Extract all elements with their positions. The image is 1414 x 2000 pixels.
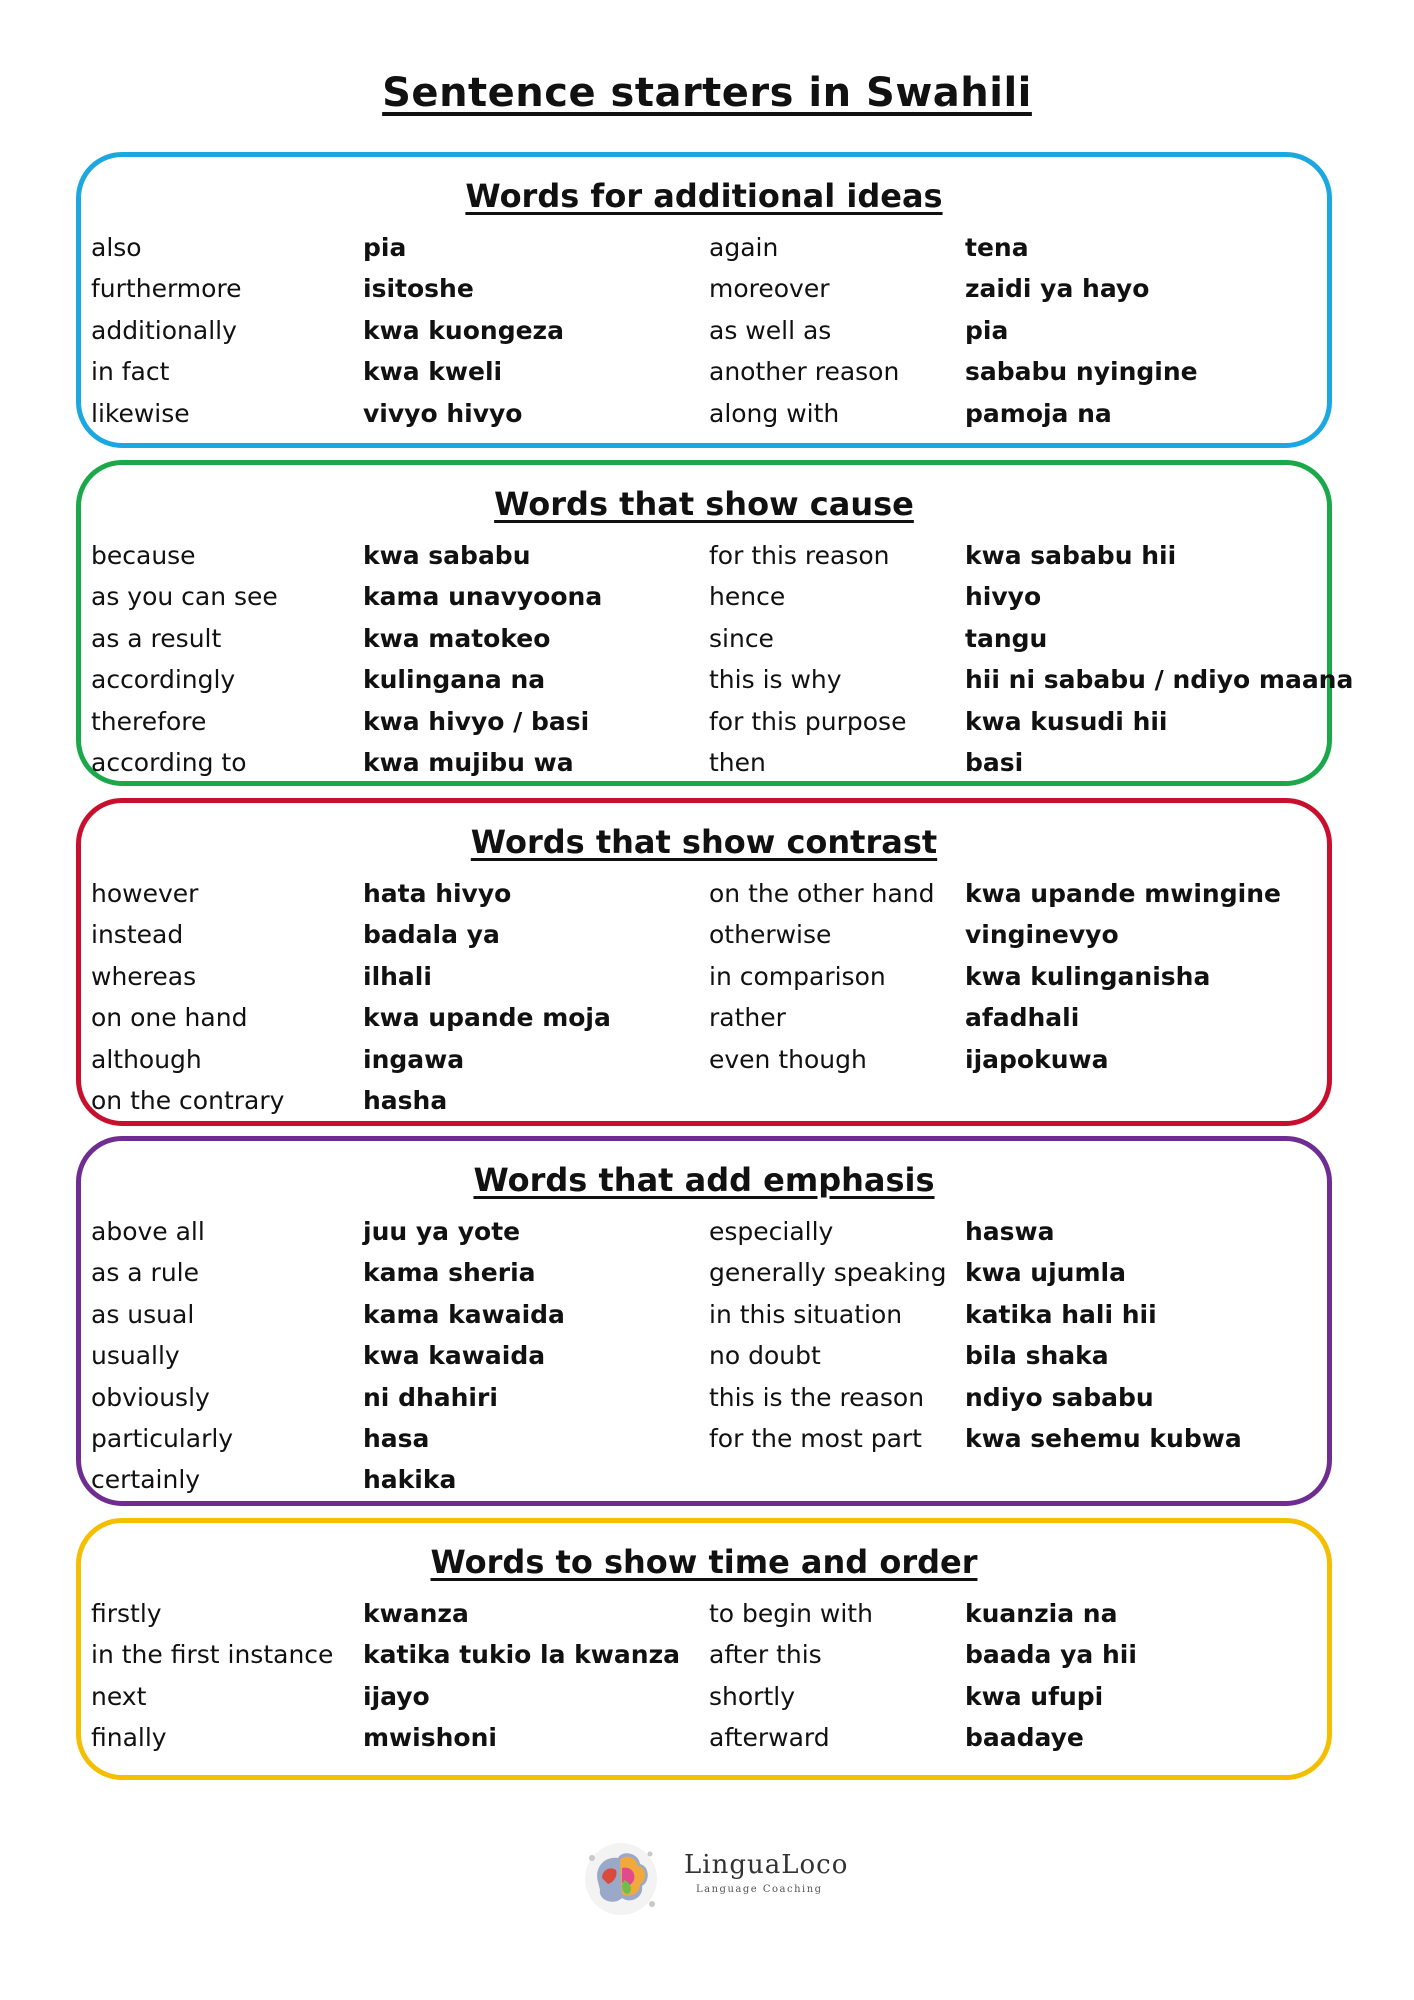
english-term: as well as <box>709 315 832 345</box>
english-term: hence <box>709 582 786 612</box>
swahili-term: ni dhahiri <box>363 1382 498 1412</box>
swahili-term: hakika <box>363 1465 457 1495</box>
english-term: furthermore <box>91 274 242 304</box>
english-term: for this purpose <box>709 706 907 736</box>
swahili-term: tangu <box>965 623 1048 653</box>
english-term: since <box>709 623 774 653</box>
swahili-term: kama sheria <box>363 1258 536 1288</box>
swahili-term: vivyo hivyo <box>363 398 523 428</box>
word-row <box>91 1039 1317 1080</box>
swahili-term: kwa sababu <box>363 541 531 570</box>
section-time-order <box>76 1518 1332 1780</box>
english-term: another reason <box>709 357 900 387</box>
word-row <box>91 1080 1317 1121</box>
swahili-term: kwanza <box>363 1599 469 1628</box>
english-term: on the contrary <box>91 1085 285 1115</box>
section-title: Words for additional ideas <box>465 177 943 215</box>
section-cause <box>76 460 1354 786</box>
word-row <box>91 1459 1317 1500</box>
word-row <box>91 1252 1317 1293</box>
word-list <box>91 873 1317 1121</box>
swahili-term: katika tukio la kwanza <box>363 1640 680 1670</box>
swahili-term: badala ya <box>363 920 500 950</box>
swahili-term: ilhali <box>363 961 432 991</box>
english-term: shortly <box>709 1681 795 1711</box>
word-row <box>91 873 1317 914</box>
english-term: particularly <box>91 1423 234 1453</box>
english-term: moreover <box>709 274 830 304</box>
word-row <box>91 997 1317 1038</box>
swahili-term: kuanzia na <box>965 1599 1118 1628</box>
english-term: because <box>91 541 196 570</box>
english-term: however <box>91 879 199 908</box>
english-term: in comparison <box>709 961 886 991</box>
swahili-term: basi <box>965 747 1024 777</box>
word-list <box>91 227 1317 434</box>
swahili-term: isitoshe <box>363 274 474 304</box>
swahili-term: kwa upande mwingine <box>965 879 1281 908</box>
swahili-term: bila shaka <box>965 1341 1109 1371</box>
word-list <box>91 1211 1317 1501</box>
english-term: in the first instance <box>91 1640 334 1670</box>
word-row <box>91 1676 1317 1717</box>
english-term: likewise <box>91 398 190 428</box>
swahili-term: sababu nyingine <box>965 357 1198 387</box>
logo-tagline: Language Coaching <box>696 1884 823 1895</box>
english-term: after this <box>709 1640 822 1670</box>
section-title: Words that show cause <box>494 485 914 523</box>
swahili-term: kwa kusudi hii <box>965 706 1168 736</box>
lingualoco-logo <box>580 1838 880 1918</box>
swahili-term: hii ni sababu / ndiyo maana <box>965 665 1354 695</box>
swahili-term: kwa sehemu kubwa <box>965 1423 1242 1453</box>
word-row <box>91 268 1317 309</box>
english-term: even though <box>709 1044 867 1074</box>
word-row <box>91 1593 1317 1634</box>
english-term: for this reason <box>709 541 890 570</box>
brain-logo-icon <box>580 1838 662 1920</box>
english-term: additionally <box>91 315 237 345</box>
swahili-term: pia <box>363 233 407 262</box>
swahili-term: katika hali hii <box>965 1299 1157 1329</box>
english-term: above all <box>91 1217 205 1246</box>
section-contrast <box>76 798 1332 1126</box>
word-row <box>91 1294 1317 1335</box>
english-term: obviously <box>91 1382 210 1412</box>
logo-name: LinguaLoco <box>684 1850 849 1880</box>
english-term: firstly <box>91 1599 162 1628</box>
page-title: Sentence starters in Swahili <box>382 70 1032 116</box>
english-term: as usual <box>91 1299 195 1329</box>
english-term: next <box>91 1681 147 1711</box>
english-term: then <box>709 747 766 777</box>
english-term: as a rule <box>91 1258 200 1288</box>
swahili-term: hasa <box>363 1423 430 1453</box>
section-emphasis <box>76 1136 1332 1506</box>
english-term: therefore <box>91 706 207 736</box>
word-row <box>91 1335 1317 1376</box>
word-row <box>91 576 1317 617</box>
swahili-term: ijapokuwa <box>965 1044 1109 1074</box>
swahili-term: hasha <box>363 1085 448 1115</box>
english-term: on one hand <box>91 1003 248 1033</box>
word-row <box>91 1211 1317 1252</box>
swahili-term: pia <box>965 315 1009 345</box>
english-term: accordingly <box>91 665 236 695</box>
swahili-term: ijayo <box>363 1681 430 1711</box>
word-row <box>91 1634 1317 1675</box>
word-row <box>91 742 1317 783</box>
swahili-term: kwa sababu hii <box>965 541 1177 570</box>
english-term: for the most part <box>709 1423 922 1453</box>
word-row <box>91 914 1317 955</box>
swahili-term: kwa hivyo / basi <box>363 706 590 736</box>
english-term: also <box>91 233 142 262</box>
english-term: according to <box>91 747 247 777</box>
swahili-term: afadhali <box>965 1003 1080 1033</box>
word-row <box>91 701 1317 742</box>
swahili-term: mwishoni <box>363 1723 497 1753</box>
word-row <box>91 1377 1317 1418</box>
word-row <box>91 659 1354 700</box>
english-term: as a result <box>91 623 222 653</box>
swahili-term: ingawa <box>363 1044 465 1074</box>
english-term: in fact <box>91 357 170 387</box>
word-row <box>91 618 1317 659</box>
word-row <box>91 535 1317 576</box>
english-term: along with <box>709 398 840 428</box>
english-term: again <box>709 233 779 262</box>
word-row <box>91 1418 1317 1459</box>
swahili-term: hivyo <box>965 582 1042 612</box>
english-term: instead <box>91 920 184 950</box>
word-row <box>91 393 1317 434</box>
swahili-term: kwa upande moja <box>363 1003 611 1033</box>
swahili-term: zaidi ya hayo <box>965 274 1150 304</box>
english-term: especially <box>709 1217 834 1246</box>
english-term: whereas <box>91 961 197 991</box>
english-term: finally <box>91 1723 167 1753</box>
english-term: otherwise <box>709 920 832 950</box>
english-term: on the other hand <box>709 879 935 908</box>
section-additional-ideas <box>76 152 1332 448</box>
english-term: rather <box>709 1003 786 1033</box>
english-term: in this situation <box>709 1299 903 1329</box>
swahili-term: juu ya yote <box>363 1217 521 1246</box>
swahili-term: kwa kulinganisha <box>965 961 1211 991</box>
english-term: no doubt <box>709 1341 821 1371</box>
english-term: as you can see <box>91 582 278 612</box>
swahili-term: kama kawaida <box>363 1299 565 1329</box>
swahili-term: kwa mujibu wa <box>363 747 574 777</box>
word-row <box>91 310 1317 351</box>
word-row <box>91 1717 1317 1758</box>
swahili-term: kwa ufupi <box>965 1681 1104 1711</box>
word-list <box>91 535 1354 783</box>
swahili-term: ndiyo sababu <box>965 1382 1154 1412</box>
swahili-term: hata hivyo <box>363 879 512 908</box>
english-term: this is why <box>709 665 842 695</box>
word-row <box>91 351 1317 392</box>
english-term: this is the reason <box>709 1382 925 1412</box>
english-term: to begin with <box>709 1599 873 1628</box>
swahili-term: kwa kawaida <box>363 1341 546 1371</box>
section-title: Words that show contrast <box>470 823 938 861</box>
english-term: usually <box>91 1341 180 1371</box>
word-row <box>91 956 1317 997</box>
swahili-term: kwa kuongeza <box>363 315 564 345</box>
swahili-term: vinginevyo <box>965 920 1119 950</box>
swahili-term: baadaye <box>965 1723 1084 1753</box>
swahili-term: kama unavyoona <box>363 582 603 612</box>
english-term: generally speaking <box>709 1258 947 1288</box>
english-term: certainly <box>91 1465 201 1495</box>
swahili-term: pamoja na <box>965 398 1112 428</box>
english-term: although <box>91 1044 202 1074</box>
swahili-term: kulingana na <box>363 665 546 695</box>
section-title: Words that add emphasis <box>473 1161 935 1199</box>
swahili-term: tena <box>965 233 1029 262</box>
swahili-term: haswa <box>965 1217 1055 1246</box>
swahili-term: kwa matokeo <box>363 623 551 653</box>
section-title: Words to show time and order <box>430 1543 978 1581</box>
swahili-term: kwa kweli <box>363 357 503 387</box>
word-row <box>91 227 1317 268</box>
english-term: afterward <box>709 1723 830 1753</box>
word-list <box>91 1593 1317 1759</box>
swahili-term: kwa ujumla <box>965 1258 1126 1288</box>
swahili-term: baada ya hii <box>965 1640 1137 1670</box>
